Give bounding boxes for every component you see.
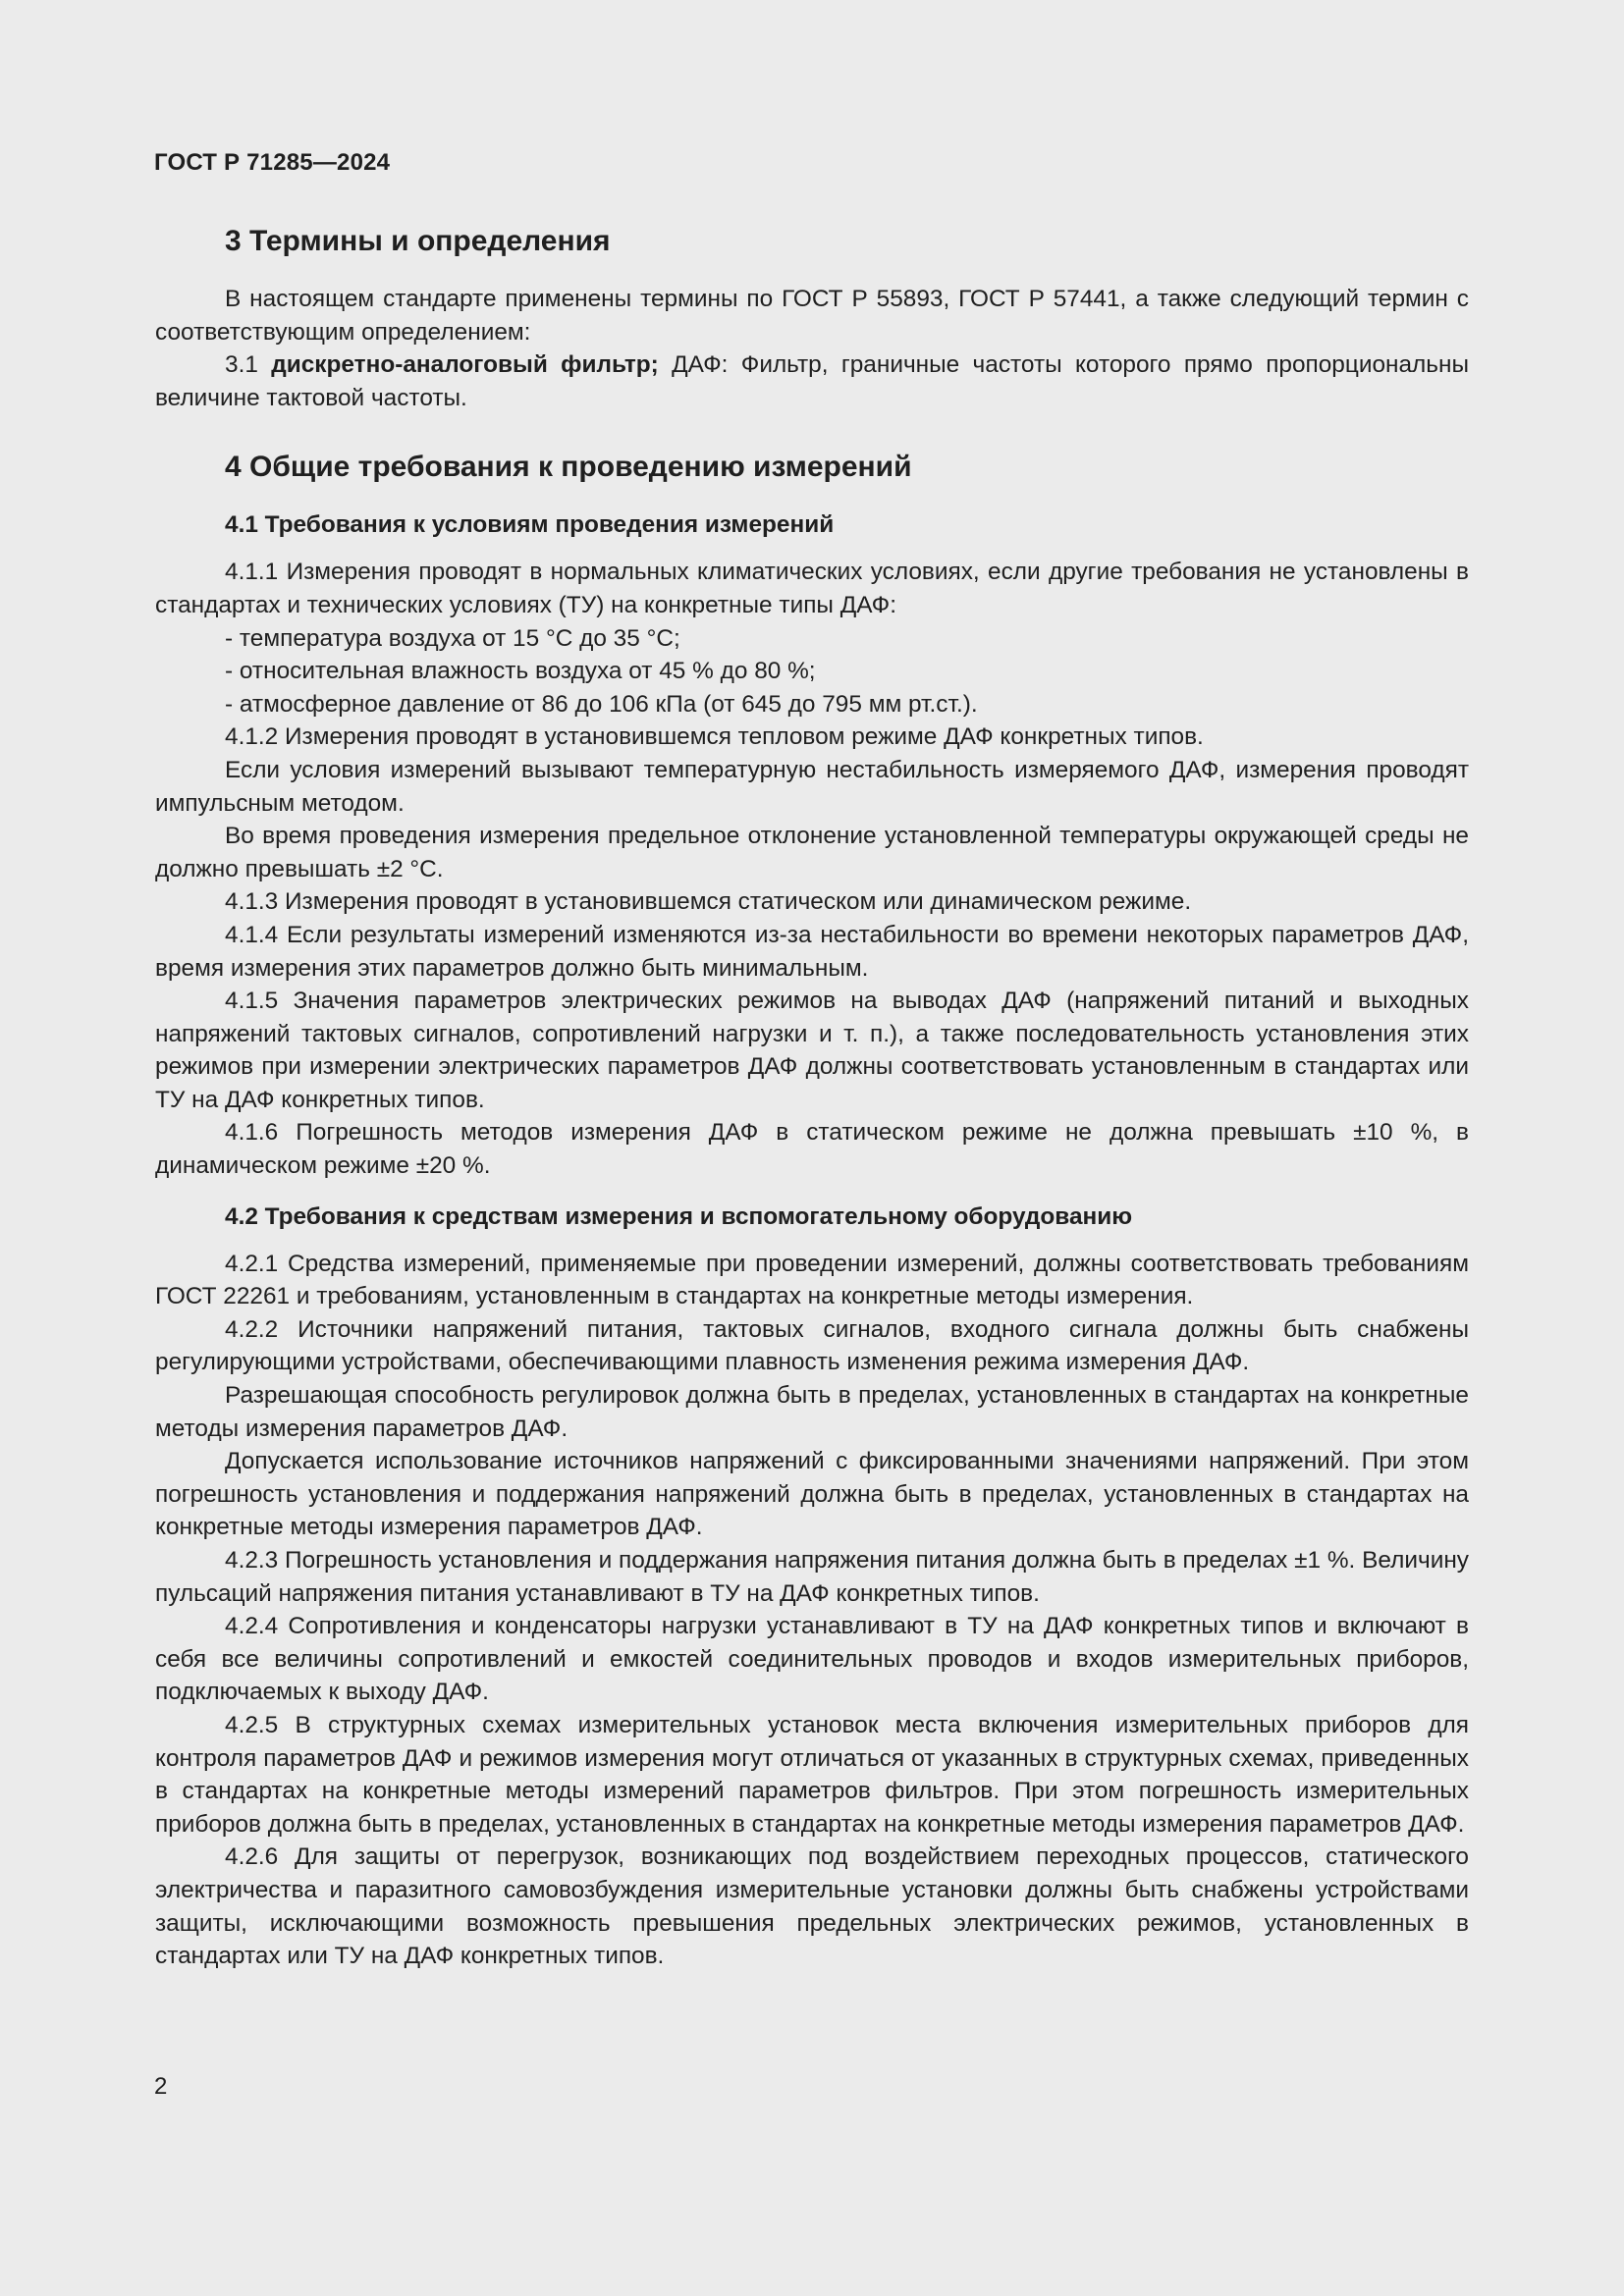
term-definition [155, 348, 1469, 414]
paragraph-4-1-2-b: Если условия измерений вызывают температурную нестабильность измеряемого ДАФ, измерения проводят импульсным методом. [155, 756, 1469, 817]
paragraph-4-2-5: 4.2.5 В структурных схемах измерительных установок места включения измерительных приборов для контроля параметров ДАФ и режимов измерения могут отличаться от указанных в структурных схемах, приведенных в стандартах на конкретные методы измерений параметров фильтров. При этом погрешность измерительных приборов должна быть в пределах, установленных в стандартах на конкретные методы измерения параметров ДАФ. [155, 1711, 1469, 1838]
paragraph-4-2-2-c: Допускается использование источников напряжений с фиксированными значениями напряжений. При этом погрешность установления и поддержания напряжений должна быть в пределах, установленных в стандартах на конкретные методы измерения параметров ДАФ. [155, 1448, 1469, 1541]
paragraph-4-2-6: 4.2.6 Для защиты от перегрузок, возникающих под воздействием переходных процессов, статического электричества и паразитного самовозбуждения измерительные установки должны быть снабжены устройствами защиты, исключающими возможность превышения предельных электрических режимов, установленных в стандартах или ТУ на ДАФ конкретных типов. [155, 1843, 1469, 1970]
paragraph-4-2-2-b: Разрешающая способность регулировок должна быть в пределах, установленных в стандартах на конкретные методы измерения параметров ДАФ. [155, 1382, 1469, 1442]
paragraph-4-1-6: 4.1.6 Погрешность методов измерения ДАФ в статическом режиме не должна превышать ±10 %, в динамическом режиме ±20 %. [155, 1119, 1469, 1180]
paragraph-4-1-1: 4.1.1 Измерения проводят в нормальных климатических условиях, если другие требования не установлены в стандартах и технических условиях (ТУ) на конкретные типы ДАФ: [155, 559, 1469, 618]
list-item: - относительная влажность воздуха от 45 % до 80 %; [225, 658, 816, 685]
paragraph-4-1-4: 4.1.4 Если результаты измерений изменяются из-за нестабильности во времени некоторых параметров ДАФ, время измерения этих параметров должно быть минимальным. [155, 921, 1469, 982]
page-number: 2 [154, 2073, 168, 2100]
section-3-heading: 3 Термины и определения [225, 225, 611, 257]
term-text: ДАФ: Фильтр, граничные частоты которого прямо пропорциональны величине тактовой частоты. [155, 351, 1469, 411]
subsection-4-1-heading: 4.1 Требования к условиям проведения измерений [225, 511, 835, 539]
paragraph-4-2-4: 4.2.4 Сопротивления и конденсаторы нагрузки устанавливают в ТУ на ДАФ конкретных типов и включают в себя все величины сопротивлений и емкостей соединительных проводов и входов измерительных приборов, подключаемых к выходу ДАФ. [155, 1613, 1469, 1706]
paragraph-4-1-3: 4.1.3 Измерения проводят в установившемся статическом или динамическом режиме. [225, 888, 1192, 916]
paragraph-4-1-5: 4.1.5 Значения параметров электрических режимов на выводах ДАФ (напряжений питаний и выходных напряжений тактовых сигналов, сопротивлений нагрузки и т. п.), а также последовательность установления этих режимов при измерении электрических параметров ДАФ должны соответствовать установленным в стандартах или ТУ на ДАФ конкретных типов. [155, 988, 1469, 1113]
document-id: ГОСТ Р 71285—2024 [154, 149, 391, 176]
paragraph-4-2-3: 4.2.3 Погрешность установления и поддержания напряжения питания должна быть в пределах ±1 %. Величину пульсаций напряжения питания устанавливают в ТУ на ДАФ конкретных типов. [155, 1547, 1469, 1607]
term-number: 3.1 [225, 351, 272, 379]
subsection-4-2-heading: 4.2 Требования к средствам измерения и вспомогательному оборудованию [225, 1202, 1133, 1230]
section-4-heading: 4 Общие требования к проведению измерений [225, 451, 912, 484]
paragraph-4-1-2-c: Во время проведения измерения предельное отклонение установленной температуры окружающей среды не должно превышать ±2 °C. [155, 823, 1469, 882]
paragraph-4-2-2: 4.2.2 Источники напряжений питания, тактовых сигналов, входного сигнала должны быть снабжены регулирующими устройствами, обеспечивающими плавность изменения режима измерения ДАФ. [155, 1315, 1469, 1376]
list-item: - температура воздуха от 15 °C до 35 °C; [225, 624, 680, 652]
document-body [155, 222, 1469, 1973]
list-item: - атмосферное давление от 86 до 106 кПа (от 645 до 795 мм рт.ст.). [225, 690, 978, 718]
section-3-intro: В настоящем стандарте применены термины по ГОСТ Р 55893, ГОСТ Р 57441, а также следующий термин с соответствующим определением: [155, 286, 1469, 346]
paragraph-4-1-2: 4.1.2 Измерения проводят в установившемся тепловом режиме ДАФ конкретных типов. [225, 723, 1204, 751]
term-name: дискретно-аналоговый фильтр; [271, 351, 659, 379]
paragraph-4-2-1: 4.2.1 Средства измерений, применяемые при проведении измерений, должны соответствовать требованиям ГОСТ 22261 и требованиям, установленным в стандартах на конкретные методы измерения. [155, 1250, 1469, 1310]
